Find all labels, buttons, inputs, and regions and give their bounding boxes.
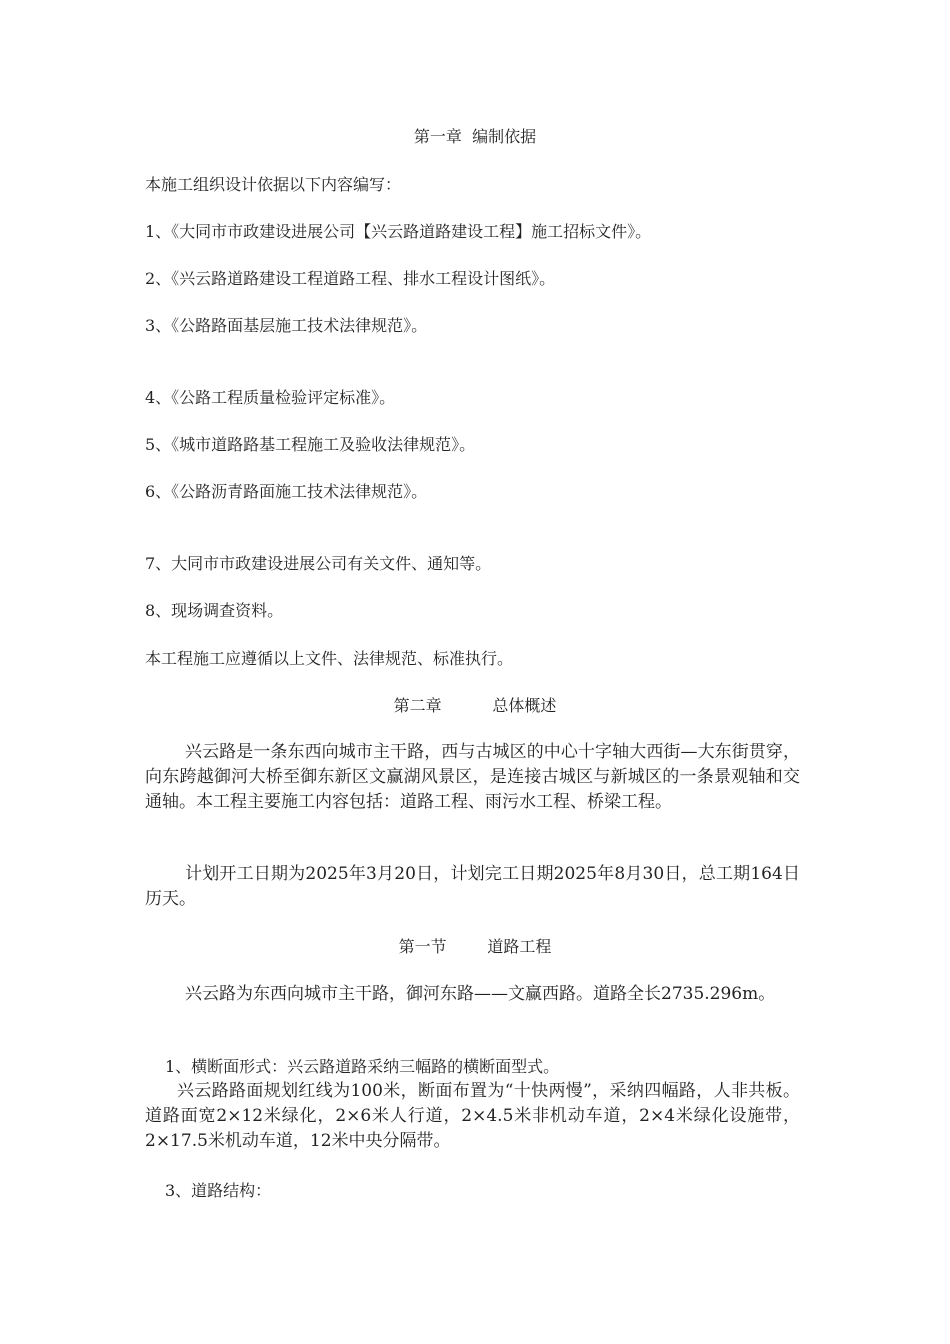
basis-item-5: 5、《城市道路路基工程施工及验收法律规范》。 <box>145 435 476 454</box>
basis-item-1: 1、《大同市市政建设进展公司【兴云路道路建设工程】施工招标文件》。 <box>145 222 652 241</box>
structure-heading: 3、道路结构： <box>165 1181 272 1200</box>
intro-text: 本施工组织设计依据以下内容编写： <box>145 175 402 194</box>
basis-item-7: 7、大同市市政建设进展公司有关文件、通知等。 <box>145 554 492 573</box>
cross-section-heading: 1、横断面形式：兴云路道路采纳三幅路的横断面型式。 <box>165 1057 560 1076</box>
chapter1-title: 第一章 编制依据 <box>413 127 537 146</box>
schedule-paragraph: 计划开工日期为2025年3月20日，计划完工日期2025年8月30日，总工期164日历天。 <box>145 864 800 909</box>
basis-item-6: 6、《公路沥青路面施工技术法律规范》。 <box>145 482 428 501</box>
basis-item-3: 3、《公路路面基层施工技术法律规范》。 <box>145 316 428 335</box>
basis-item-2: 2、《兴云路道路建设工程道路工程、排水工程设计图纸》。 <box>145 269 556 288</box>
overview-paragraph: 兴云路是一条东西向城市主干路，西与古城区的中心十字轴大西街—大东街贯穿，向东跨越御河大桥至御东新区文赢湖风景区，是连接古城区与新城区的一条景观轴和交通轴。本工程主要施工内容包括：道路工程、雨污水工程、桥梁工程。 <box>145 742 800 812</box>
road-description: 兴云路为东西向城市主干路，御河东路——文赢西路。道路全长2735.296m。 <box>185 984 776 1004</box>
section1-title: 第一节 道路工程 <box>398 937 552 956</box>
basis-item-4: 4、《公路工程质量检验评定标准》。 <box>145 388 396 407</box>
basis-item-8: 8、现场调查资料。 <box>145 601 284 620</box>
chapter2-title: 第二章 总体概述 <box>393 696 557 715</box>
basis-conclusion: 本工程施工应遵循以上文件、法律规范、标准执行。 <box>145 649 514 668</box>
cross-section-detail: 兴云路路面规划红线为100米，断面布置为“十快两慢”，采纳四幅路，人非共板。道路面宽2×12米绿化，2×6米人行道，2×4.5米非机动车道，2×4米绿化设施带，2×17.5米机动车道，12米中央分隔带。 <box>145 1081 800 1151</box>
